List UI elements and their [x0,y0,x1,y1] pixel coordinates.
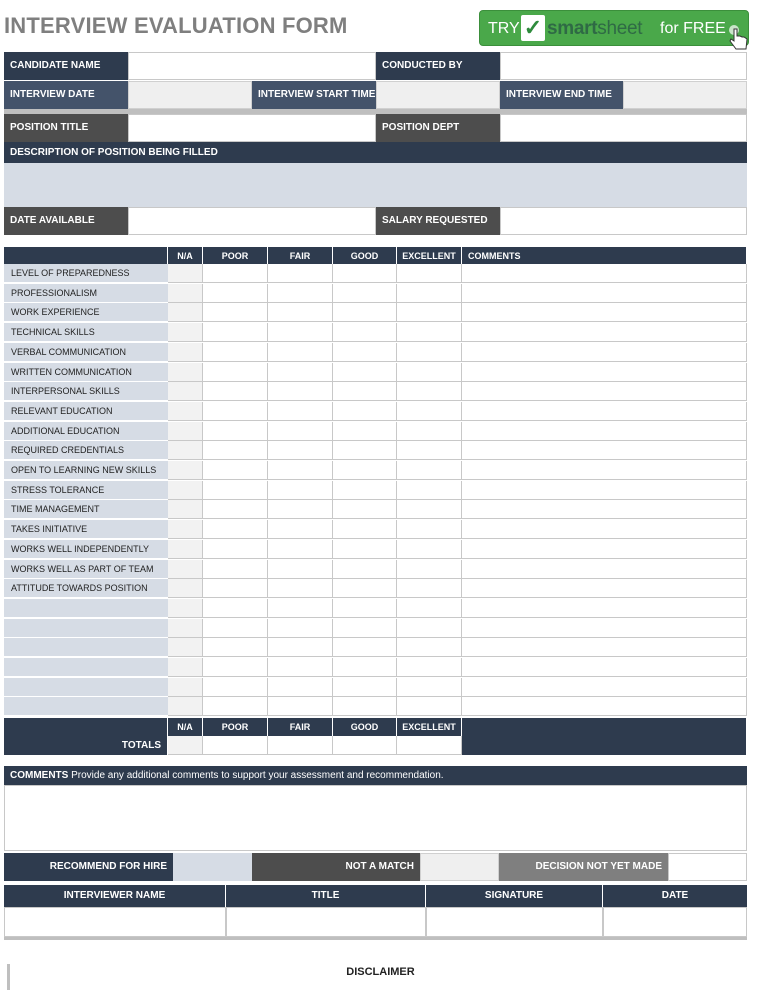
rating-score-cell[interactable] [268,500,333,519]
totals-comments-blank [462,736,747,755]
position-title-input[interactable] [128,114,376,142]
grid-header-4: GOOD [333,247,397,264]
rating-score-cell[interactable] [333,500,397,519]
rating-comment-cell[interactable] [462,402,747,421]
rating-na-cell[interactable] [168,402,203,421]
rating-score-cell[interactable] [333,264,397,283]
rating-score-cell[interactable] [397,500,462,519]
rating-row-label: REQUIRED CREDENTIALS [4,441,168,460]
rating-row-label: WRITTEN COMMUNICATION [4,363,168,382]
rating-comment-cell[interactable] [462,303,747,322]
rating-score-cell[interactable] [268,343,333,362]
signature-header: SIGNATURE [426,885,603,907]
rating-score-cell[interactable] [333,363,397,382]
rating-score-cell[interactable] [203,560,268,579]
date-available-label: DATE AVAILABLE [4,207,128,235]
rating-score-cell[interactable] [333,520,397,539]
rating-na-cell[interactable] [168,481,203,500]
rating-comment-cell[interactable] [462,382,747,401]
rating-na-cell[interactable] [168,658,203,677]
position-title-label: POSITION TITLE [4,114,128,142]
rating-comment-cell[interactable] [462,540,747,559]
promo-brand: smartsheet [547,18,643,39]
rating-score-cell[interactable] [333,560,397,579]
decision-not-yet-made-label: DECISION NOT YET MADE [499,853,668,881]
totals-score-cell [397,736,462,755]
rating-score-cell[interactable] [203,481,268,500]
rating-row-label: LEVEL OF PREPAREDNESS [4,264,168,283]
decision-not-yet-made-checkbox[interactable] [668,853,747,881]
rating-na-cell[interactable] [168,343,203,362]
rating-score-cell[interactable] [333,638,397,657]
rating-na-cell[interactable] [168,560,203,579]
hand-cursor-icon [728,25,750,51]
rating-score-cell[interactable] [203,402,268,421]
rating-na-cell[interactable] [168,579,203,598]
salary-requested-input[interactable] [500,207,747,235]
rating-score-cell[interactable] [397,461,462,480]
promo-free-label: for FREE [660,20,726,37]
rating-comment-cell[interactable] [462,638,747,657]
interviewer-name-header: INTERVIEWER NAME [4,885,226,907]
rating-score-cell[interactable] [203,284,268,303]
rating-score-cell[interactable] [397,638,462,657]
promo-try-label: TRY [488,20,520,37]
grid-footer-3: FAIR [268,718,333,736]
rating-score-cell[interactable] [203,579,268,598]
rating-na-cell[interactable] [168,697,203,716]
rating-comment-cell[interactable] [462,678,747,697]
rating-na-cell[interactable] [168,382,203,401]
rating-na-cell[interactable] [168,520,203,539]
rating-score-cell[interactable] [203,599,268,618]
description-input[interactable] [4,163,747,207]
rating-row-label [4,678,168,697]
rating-score-cell[interactable] [397,520,462,539]
rating-score-cell[interactable] [203,323,268,342]
rating-score-cell[interactable] [203,382,268,401]
interview-end-time-input[interactable] [623,81,747,109]
interview-end-time-label: INTERVIEW END TIME [500,81,623,109]
date-available-input[interactable] [128,207,376,235]
grid-header-2: POOR [203,247,268,264]
rating-comment-cell[interactable] [462,697,747,716]
rating-comment-cell[interactable] [462,461,747,480]
rating-score-cell[interactable] [397,284,462,303]
rating-comment-cell[interactable] [462,481,747,500]
rating-score-cell[interactable] [203,500,268,519]
rating-comment-cell[interactable] [462,284,747,303]
interview-start-time-input[interactable] [376,81,500,109]
grid-footer-5: EXCELLENT [397,718,462,736]
rating-comment-cell[interactable] [462,619,747,638]
rating-row-label: TECHNICAL SKILLS [4,323,168,342]
rating-score-cell[interactable] [268,638,333,657]
rating-row-label [4,599,168,618]
rating-score-cell[interactable] [203,638,268,657]
rating-row-label: TIME MANAGEMENT [4,500,168,519]
rating-score-cell[interactable] [397,264,462,283]
rating-score-cell[interactable] [397,481,462,500]
grid-header-blank [4,247,168,264]
date-input[interactable] [603,907,747,937]
try-smartsheet-button[interactable] [479,10,749,46]
rating-comment-cell[interactable] [462,520,747,539]
rating-score-cell[interactable] [333,697,397,716]
rating-na-cell[interactable] [168,500,203,519]
rating-na-cell[interactable] [168,323,203,342]
rating-score-cell[interactable] [397,343,462,362]
rating-score-cell[interactable] [333,579,397,598]
rating-score-cell[interactable] [268,284,333,303]
rating-score-cell[interactable] [397,402,462,421]
rating-comment-cell[interactable] [462,363,747,382]
grid-footer-4: GOOD [333,718,397,736]
rating-score-cell[interactable] [203,441,268,460]
rating-score-cell[interactable] [268,363,333,382]
rating-comment-cell[interactable] [462,500,747,519]
grid-header-3: FAIR [268,247,333,264]
rating-comment-cell[interactable] [462,343,747,362]
rating-comment-cell[interactable] [462,441,747,460]
rating-row-label: INTERPERSONAL SKILLS [4,382,168,401]
totals-label: TOTALS [4,736,168,755]
interview-start-time-label: INTERVIEW START TIME [252,81,376,109]
rating-score-cell[interactable] [203,697,268,716]
comments-label: COMMENTS [10,769,69,781]
rating-score-cell[interactable] [268,579,333,598]
rating-score-cell[interactable] [333,658,397,677]
date-header: DATE [603,885,747,907]
rating-score-cell[interactable] [203,461,268,480]
candidate-name-input[interactable] [128,52,376,80]
rating-row-label: STRESS TOLERANCE [4,481,168,500]
rating-score-cell[interactable] [203,303,268,322]
rating-score-cell[interactable] [268,658,333,677]
rating-score-cell[interactable] [203,264,268,283]
rating-comment-cell[interactable] [462,658,747,677]
rating-row-label: ATTITUDE TOWARDS POSITION [4,579,168,598]
not-a-match-label: NOT A MATCH [252,853,420,881]
rating-score-cell[interactable] [268,422,333,441]
rating-score-cell[interactable] [268,599,333,618]
rating-score-cell[interactable] [397,579,462,598]
rating-score-cell[interactable] [397,422,462,441]
disclaimer-heading: DISCLAIMER [346,966,415,978]
title-header: TITLE [226,885,426,907]
rating-score-cell[interactable] [268,303,333,322]
rating-score-cell[interactable] [333,481,397,500]
rating-row-label: WORK EXPERIENCE [4,303,168,322]
rating-row-label: PROFESSIONALISM [4,284,168,303]
rating-score-cell[interactable] [268,697,333,716]
recommend-for-hire-label: RECOMMEND FOR HIRE [4,853,173,881]
rating-score-cell[interactable] [397,323,462,342]
rating-score-cell[interactable] [333,678,397,697]
rating-na-cell[interactable] [168,422,203,441]
rating-score-cell[interactable] [203,619,268,638]
rating-score-cell[interactable] [268,264,333,283]
comments-input[interactable] [4,785,747,851]
interview-date-input[interactable] [128,81,252,109]
rating-score-cell[interactable] [268,461,333,480]
rating-score-cell[interactable] [203,658,268,677]
rating-row-label: VERBAL COMMUNICATION [4,343,168,362]
rating-score-cell[interactable] [333,343,397,362]
rating-na-cell[interactable] [168,441,203,460]
rating-row-label [4,638,168,657]
rating-comment-cell[interactable] [462,323,747,342]
bottom-divider [4,937,747,940]
position-dept-label: POSITION DEPT [376,114,500,142]
rating-row-label: WORKS WELL AS PART OF TEAM [4,560,168,579]
signature-input[interactable] [426,907,603,937]
rating-score-cell[interactable] [268,678,333,697]
rating-comment-cell[interactable] [462,579,747,598]
rating-row-label: RELEVANT EDUCATION [4,402,168,421]
totals-na-cell [168,736,203,755]
rating-comment-cell[interactable] [462,422,747,441]
grid-footer-1: N/A [168,718,203,736]
rating-score-cell[interactable] [397,363,462,382]
rating-score-cell[interactable] [333,402,397,421]
rating-row-label: ADDITIONAL EDUCATION [4,422,168,441]
rating-score-cell[interactable] [333,422,397,441]
rating-score-cell[interactable] [268,402,333,421]
rating-score-cell[interactable] [203,540,268,559]
rating-score-cell[interactable] [333,303,397,322]
grid-header-5: EXCELLENT [397,247,462,264]
rating-score-cell[interactable] [333,461,397,480]
rating-score-cell[interactable] [333,284,397,303]
rating-score-cell[interactable] [203,520,268,539]
rating-na-cell[interactable] [168,284,203,303]
rating-score-cell[interactable] [333,441,397,460]
rating-na-cell[interactable] [168,461,203,480]
rating-score-cell[interactable] [268,560,333,579]
grid-footer-blank [4,718,168,736]
grid-footer-comments-blank [462,718,747,736]
rating-score-cell[interactable] [203,363,268,382]
rating-row-label: WORKS WELL INDEPENDENTLY [4,540,168,559]
rating-score-cell[interactable] [203,678,268,697]
rating-na-cell[interactable] [168,264,203,283]
conducted-by-input[interactable] [500,52,747,80]
page-title: INTERVIEW EVALUATION FORM [4,13,348,38]
rating-score-cell[interactable] [397,540,462,559]
rating-score-cell[interactable] [268,481,333,500]
grid-header-6: COMMENTS [462,247,747,264]
rating-score-cell[interactable] [333,540,397,559]
rating-score-cell[interactable] [268,382,333,401]
rating-score-cell[interactable] [397,382,462,401]
rating-comment-cell[interactable] [462,599,747,618]
rating-row-label [4,658,168,677]
title-input[interactable] [226,907,426,937]
totals-score-cell [333,736,397,755]
rating-score-cell[interactable] [203,343,268,362]
rating-row-label: OPEN TO LEARNING NEW SKILLS [4,461,168,480]
interview-date-label: INTERVIEW DATE [4,81,128,109]
rating-score-cell[interactable] [268,540,333,559]
conducted-by-label: CONDUCTED BY [376,52,500,80]
rating-comment-cell[interactable] [462,560,747,579]
not-a-match-checkbox[interactable] [420,853,499,881]
rating-row-label: TAKES INITIATIVE [4,520,168,539]
rating-score-cell[interactable] [397,697,462,716]
grid-footer-2: POOR [203,718,268,736]
rating-score-cell[interactable] [268,323,333,342]
comments-header [4,766,747,785]
rating-na-cell[interactable] [168,638,203,657]
rating-na-cell[interactable] [168,619,203,638]
totals-score-cell [203,736,268,755]
comments-instructions: Provide any additional comments to support your assessment and recommendation. [71,769,444,781]
totals-score-cell [268,736,333,755]
rating-row-label [4,697,168,716]
recommend-for-hire-checkbox[interactable] [173,853,252,881]
rating-na-cell[interactable] [168,540,203,559]
rating-na-cell[interactable] [168,363,203,382]
rating-score-cell[interactable] [333,599,397,618]
rating-comment-cell[interactable] [462,264,747,283]
salary-requested-label: SALARY REQUESTED [376,207,500,235]
rating-score-cell[interactable] [203,422,268,441]
rating-score-cell[interactable] [397,303,462,322]
rating-score-cell[interactable] [268,520,333,539]
rating-na-cell[interactable] [168,303,203,322]
position-dept-input[interactable] [500,114,747,142]
interviewer-name-input[interactable] [4,907,226,937]
checkmark-icon: ✓ [521,15,545,41]
rating-score-cell[interactable] [397,678,462,697]
rating-score-cell[interactable] [397,658,462,677]
rating-score-cell[interactable] [333,323,397,342]
rating-score-cell[interactable] [268,619,333,638]
rating-na-cell[interactable] [168,599,203,618]
rating-score-cell[interactable] [333,382,397,401]
rating-score-cell[interactable] [333,619,397,638]
candidate-name-label: CANDIDATE NAME [4,52,128,80]
rating-row-label [4,619,168,638]
rating-na-cell[interactable] [168,678,203,697]
rating-score-cell[interactable] [268,441,333,460]
rating-score-cell[interactable] [397,560,462,579]
description-label: DESCRIPTION OF POSITION BEING FILLED [4,142,747,163]
rating-score-cell[interactable] [397,619,462,638]
rating-score-cell[interactable] [397,441,462,460]
rating-score-cell[interactable] [397,599,462,618]
grid-header-1: N/A [168,247,203,264]
